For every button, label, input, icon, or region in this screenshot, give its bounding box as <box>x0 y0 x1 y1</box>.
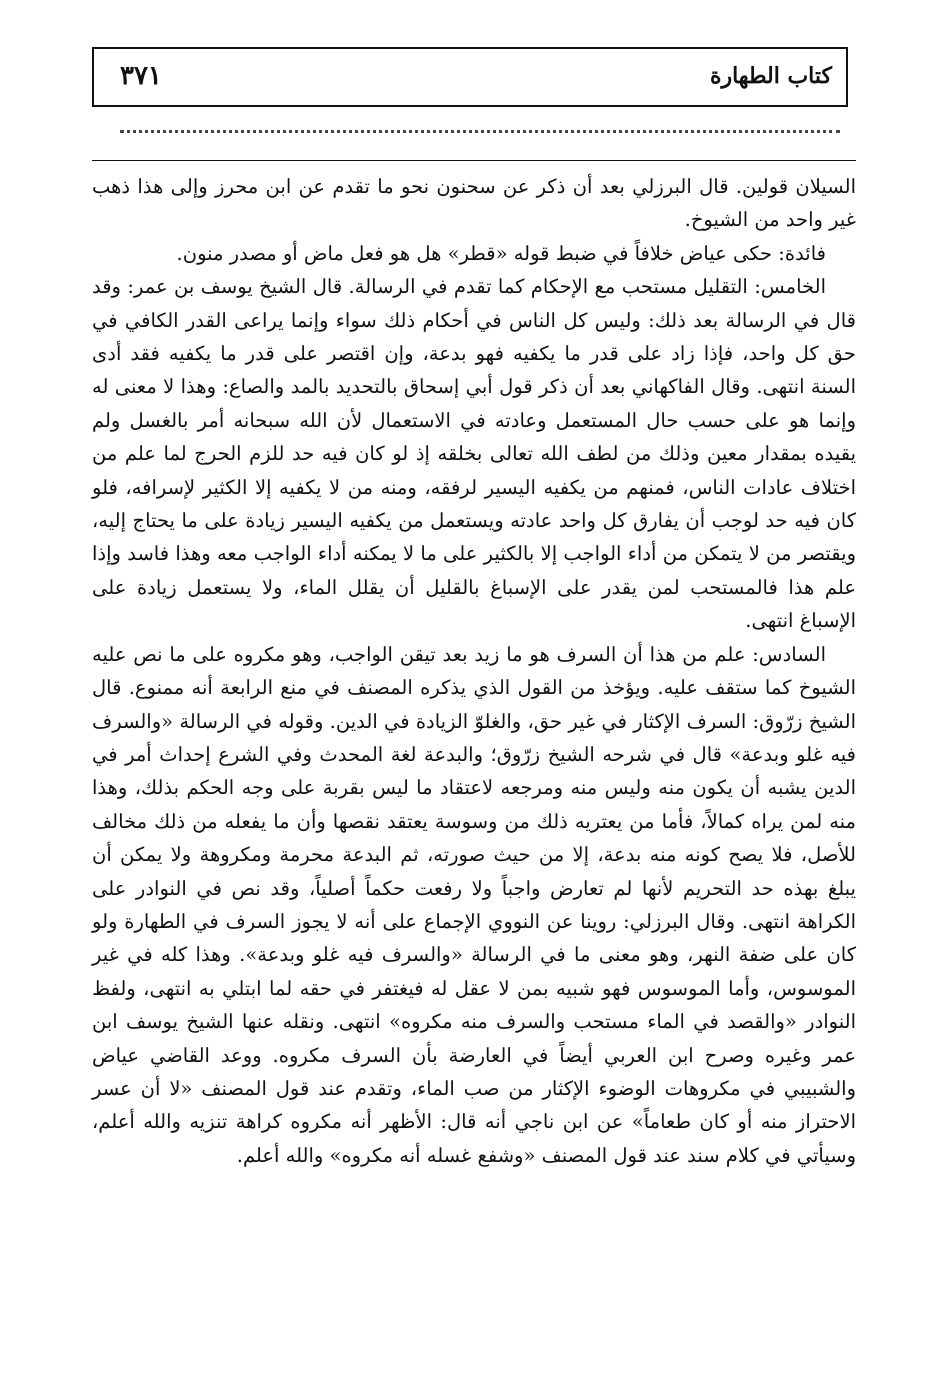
paragraph-sixth: السادس: علم من هذا أن السرف هو ما زيد بعد تيقن الواجب، وهو مكروه على ما نص عليه الشيوخ كما ستقف عليه. ويؤخذ من القول الذي يذكره المصنف في منع الرابعة أنه ممنوع. قال الشيخ زرّوق: السرف الإكثار في غير حق، والغلوّ الزيادة في الدين. وقوله في الرسالة «والسرف فيه غلو وبدعة» قال في شرحه الشيخ زرّوق؛ والبدعة لغة المحدث وفي الشرع إحداث أمر في الدين يشبه أن يكون منه وليس منه ومرجعه لاعتقاد ما ليس بقربة على وجه الحكم بذلك، وهذا منه لمن يراه كمالاً، فأما من يعتريه ذلك من وسوسة يعتقد نقصها وأن ما يفعله من ذلك مخالف للأصل، فلا يصح كونه منه بدعة، إلا من حيث صورته، ثم البدعة محرمة ومكروهة ولا يمكن أن يبلغ بهذه حد التحريم لأنها لم تعارض واجباً ولا رفعت حكماً أصلياً، وقد نص في النوادر على الكراهة انتهى. وقال البرزلي: روينا عن النووي الإجماع على أنه لا يجوز السرف في الطهارة ولو كان على ضفة النهر، وهو معنى ما في الرسالة «والسرف فيه غلو وبدعة». وهذا كله في غير الموسوس، وأما الموسوس فهو شبيه بمن لا عقل له فيغتفر في حقه لما ابتلي به انتهى، ولفظ النوادر «والقصد في الماء مستحب والسرف منه مكروه» انتهى. ونقله عنها الشيخ يوسف ابن عمر وغيره وصرح ابن العربي أيضاً في العارضة بأن السرف مكروه. ووعد القاضي عياض والشبيبي في مكروهات الوضوء الإكثار من صب الماء، وتقدم عند قول المصنف «لا أن عسر الاحتراز منه أو كان طعاماً» عن ابن ناجي أنه قال: الأظهر أنه مكروه كراهة تنزيه والله أعلم، وسيأتي في كلام سند عند قول المصنف «وشفع غسله أنه مكروه» والله أعلم. <box>92 642 856 1167</box>
paragraph-continuation: السيلان قولين. قال البرزلي بعد أن ذكر عن سحنون نحو ما تقدم عن ابن محرز وإلى هذا ذهب غير واحد من الشيوخ. <box>92 175 856 232</box>
page-number: ٣٧١ <box>120 61 162 91</box>
dotted-divider <box>120 130 840 133</box>
paragraph-fifth: الخامس: التقليل مستحب مع الإحكام كما تقدم في الرسالة. قال الشيخ يوسف بن عمر: وقد قال في الرسالة بعد ذلك: وليس كل الناس في أحكام ذلك سواء وإنما يراعى القدر الكافي في حق كل واحد، فإذا زاد على قدر ما يكفيه فهو بدعة، وإن اقتصر على قدر ما يكفيه فقد أدى السنة انتهى. وقال الفاكهاني بعد أن ذكر قول أبي إسحاق بالتحديد بالمد والصاع: وهذا لا معنى له وإنما هو على حسب حال المستعمل وعادته في الاستعمال لأن الله سبحانه أمر بالغسل ولم يقيده بمقدار معين وذلك من لطف الله تعالى بخلقه إذ لو كان فيه حد للزم الحرج لما علم من اختلاف عادات الناس، فمنهم من يكفيه اليسير لرفقه، ومنه من لا يكفيه إلا الكثير لإسرافه، فلو كان فيه حد لوجب أن يفارق كل واحد عادته ويستعمل من يكفيه اليسير زيادة على ما يحتاج إليه، ويقتصر من لا يتمكن من أداء الواجب إلا بالكثير على ما لا يمكنه أداء الواجب معه وهذا فاسد وإذا علم هذا فالمستحب لمن يقدر على الإسباغ بالقليل أن يقلل الماء، ولا يستعمل زيادة على الإسباغ انتهى. <box>92 275 856 633</box>
paragraph-note: فائدة: حكى عياض خلافاً في ضبط قوله «قطر» هل هو فعل ماض أو مصدر منون. <box>176 241 826 265</box>
running-header <box>92 47 848 107</box>
page-body <box>92 170 856 1172</box>
chapter-title: كتاب الطهارة <box>709 63 832 89</box>
header-rule <box>92 160 856 161</box>
